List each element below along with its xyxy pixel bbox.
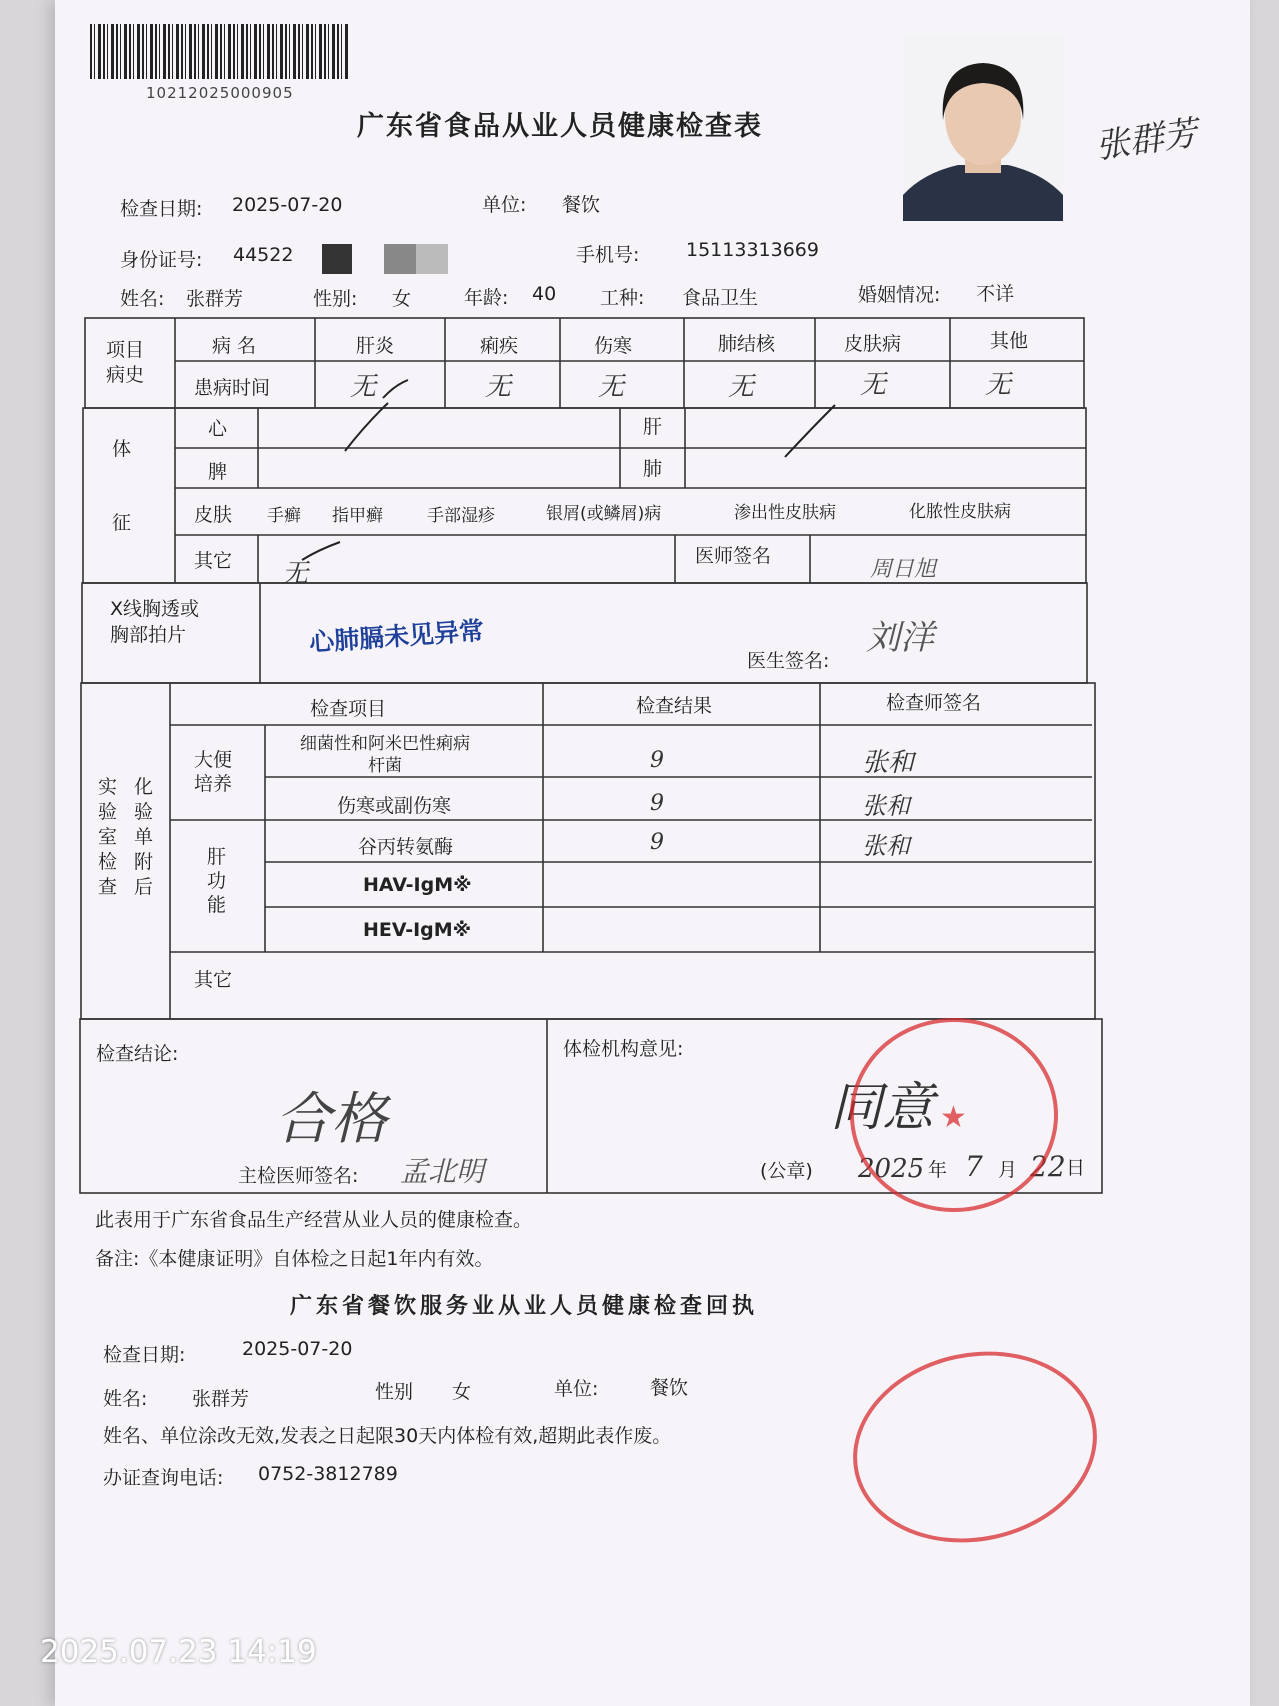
phone-label: 手机号:: [576, 244, 640, 266]
name-value: 张群芳: [186, 288, 244, 310]
chief-doctor-signature: 孟北明: [400, 1155, 485, 1188]
time-skin: 无: [860, 370, 887, 400]
gender-value: 女: [392, 288, 412, 310]
skin-item: 手部湿疹: [427, 506, 495, 526]
receipt-date-label: 检查日期:: [103, 1344, 186, 1366]
id-label: 身份证号:: [120, 249, 203, 271]
form-title: 广东省食品从业人员健康检查表: [357, 111, 763, 142]
disease-typhoid: 伤寒: [594, 335, 633, 357]
receipt-date-value: 2025-07-20: [242, 1338, 353, 1360]
photo-timestamp: 2025.07.23 14:19: [40, 1634, 317, 1670]
receipt-name-label: 姓名:: [103, 1388, 148, 1410]
xray-doctor-label: 医生签名:: [747, 650, 830, 672]
seal-star-icon: ★: [940, 1100, 967, 1135]
doctor-sign-label: 医师签名: [695, 545, 772, 567]
unit-label: 单位:: [482, 194, 527, 216]
liver-function-label: 肝 功 能: [207, 846, 227, 916]
disease-time-label: 患病时间: [194, 377, 271, 399]
lab-item-hev: HEV-IgM※: [363, 919, 472, 941]
receipt-rule: 姓名、单位涂改无效,发表之日起限30天内体检有效,超期此表作废。: [103, 1425, 672, 1447]
unit-value: 餐饮: [562, 194, 601, 216]
time-tuberculosis: 无: [728, 372, 755, 402]
lab-section-label: 实验室检查: [98, 776, 118, 898]
lab-col-item: 检查项目: [310, 698, 387, 720]
lab-examiner-signature: 张和: [862, 792, 910, 820]
lab-item-dysentery-bacillus: 细菌性和阿米巴性痢病 杆菌: [300, 734, 470, 776]
job-value: 食品卫生: [682, 287, 759, 309]
disease-tuberculosis: 肺结核: [718, 333, 776, 355]
receipt-name-value: 张群芳: [192, 1388, 250, 1410]
disease-hepatitis: 肝炎: [356, 335, 395, 357]
history-section-label: 项目 病史: [106, 339, 145, 386]
skin-label: 皮肤: [194, 504, 233, 526]
receipt-title: 广东省餐饮服务业从业人员健康检查回执: [290, 1294, 759, 1319]
age-label: 年龄:: [464, 287, 509, 309]
lung-label: 肺: [643, 458, 663, 480]
lab-result: 9: [650, 830, 664, 855]
time-hepatitis: 无: [350, 372, 377, 402]
note-line-2: 备注:《本健康证明》自体检之日起1年内有效。: [95, 1248, 494, 1270]
marital-label: 婚姻情况:: [858, 284, 941, 306]
exam-date-label: 检查日期:: [120, 198, 203, 220]
barcode-number: 10212025000905: [146, 84, 294, 102]
opinion-day: 22: [1030, 1150, 1066, 1183]
receipt-unit-value: 餐饮: [650, 1377, 689, 1399]
time-dysentery: 无: [485, 372, 512, 402]
skin-item: 指甲癣: [332, 506, 383, 526]
xray-doctor-signature: 刘洋: [866, 618, 934, 658]
heart-label: 心: [208, 418, 228, 440]
owner-signature: 张群芳: [1093, 113, 1200, 167]
receipt-phone-label: 办证查询电话:: [103, 1467, 224, 1489]
xray-result: 心肺膈未见异常: [308, 615, 485, 658]
year-unit: 年: [928, 1159, 948, 1181]
lab-result: 9: [650, 791, 664, 816]
day-unit: 日: [1066, 1157, 1086, 1179]
age-value: 40: [532, 283, 557, 305]
lab-item-typhoid: 伤寒或副伤寒: [337, 795, 452, 817]
other-signs-label: 其它: [194, 550, 233, 572]
disease-other: 其他: [990, 330, 1029, 352]
exam-date-value: 2025-07-20: [232, 194, 343, 216]
time-typhoid: 无: [598, 372, 625, 402]
lab-col-result: 检查结果: [636, 695, 713, 717]
doctor-signature: 周日旭: [870, 557, 937, 582]
official-seal: [850, 1018, 1058, 1212]
name-label: 姓名:: [120, 288, 165, 310]
lab-section-note: 化验单附后: [134, 776, 154, 898]
gender-label: 性别:: [313, 288, 358, 310]
spleen-label: 脾: [208, 461, 228, 483]
stool-culture-label: 大便 培养: [194, 749, 233, 795]
receipt-unit-label: 单位:: [554, 1378, 599, 1400]
chief-doctor-label: 主检医师签名:: [238, 1165, 359, 1187]
month-unit: 月: [998, 1159, 1018, 1181]
seal-label: (公章): [760, 1160, 813, 1182]
skin-item: 渗出性皮肤病: [734, 503, 836, 523]
opinion-month: 7: [965, 1150, 983, 1183]
disease-name-label: 病 名: [212, 335, 257, 357]
liver-label: 肝: [643, 416, 663, 438]
job-label: 工种:: [600, 287, 645, 309]
lab-examiner-signature: 张和: [862, 832, 910, 860]
disease-skin: 皮肤病: [844, 333, 902, 355]
institution-opinion-label: 体检机构意见:: [563, 1038, 684, 1060]
receipt-gender-label: 性别: [375, 1381, 414, 1403]
lab-item-alt: 谷丙转氨酶: [358, 836, 454, 858]
signs-label-1: 体: [112, 438, 132, 460]
lab-item-hav: HAV-IgM※: [363, 874, 472, 896]
note-line-1: 此表用于广东省食品生产经营从业人员的健康检查。: [95, 1209, 533, 1231]
lab-result: 9: [650, 748, 664, 773]
time-other: 无: [985, 370, 1012, 400]
signs-label-2: 征: [112, 512, 132, 534]
skin-item: 银屑(或鳞屑)病: [546, 504, 662, 524]
skin-item: 化脓性皮肤病: [909, 502, 1011, 522]
lab-col-sign: 检查师签名: [886, 692, 982, 714]
disease-dysentery: 痢疾: [480, 335, 519, 357]
institution-opinion-value: 同意: [830, 1078, 935, 1138]
marital-value: 不详: [976, 283, 1015, 305]
receipt-gender-value: 女: [452, 1381, 472, 1403]
receipt-phone-value: 0752-3812789: [258, 1463, 398, 1485]
xray-label: X线胸透或 胸部拍片: [110, 598, 200, 646]
id-value: 44522: [233, 244, 294, 266]
phone-value: 15113313669: [686, 239, 819, 261]
lab-examiner-signature: 张和: [862, 748, 915, 778]
lab-other-label: 其它: [194, 969, 233, 991]
opinion-year: 2025: [858, 1154, 925, 1184]
conclusion-value: 合格: [275, 1087, 387, 1152]
other-signs-value: 无: [282, 559, 309, 589]
skin-item: 手癣: [267, 506, 301, 526]
conclusion-label: 检查结论:: [96, 1043, 179, 1065]
